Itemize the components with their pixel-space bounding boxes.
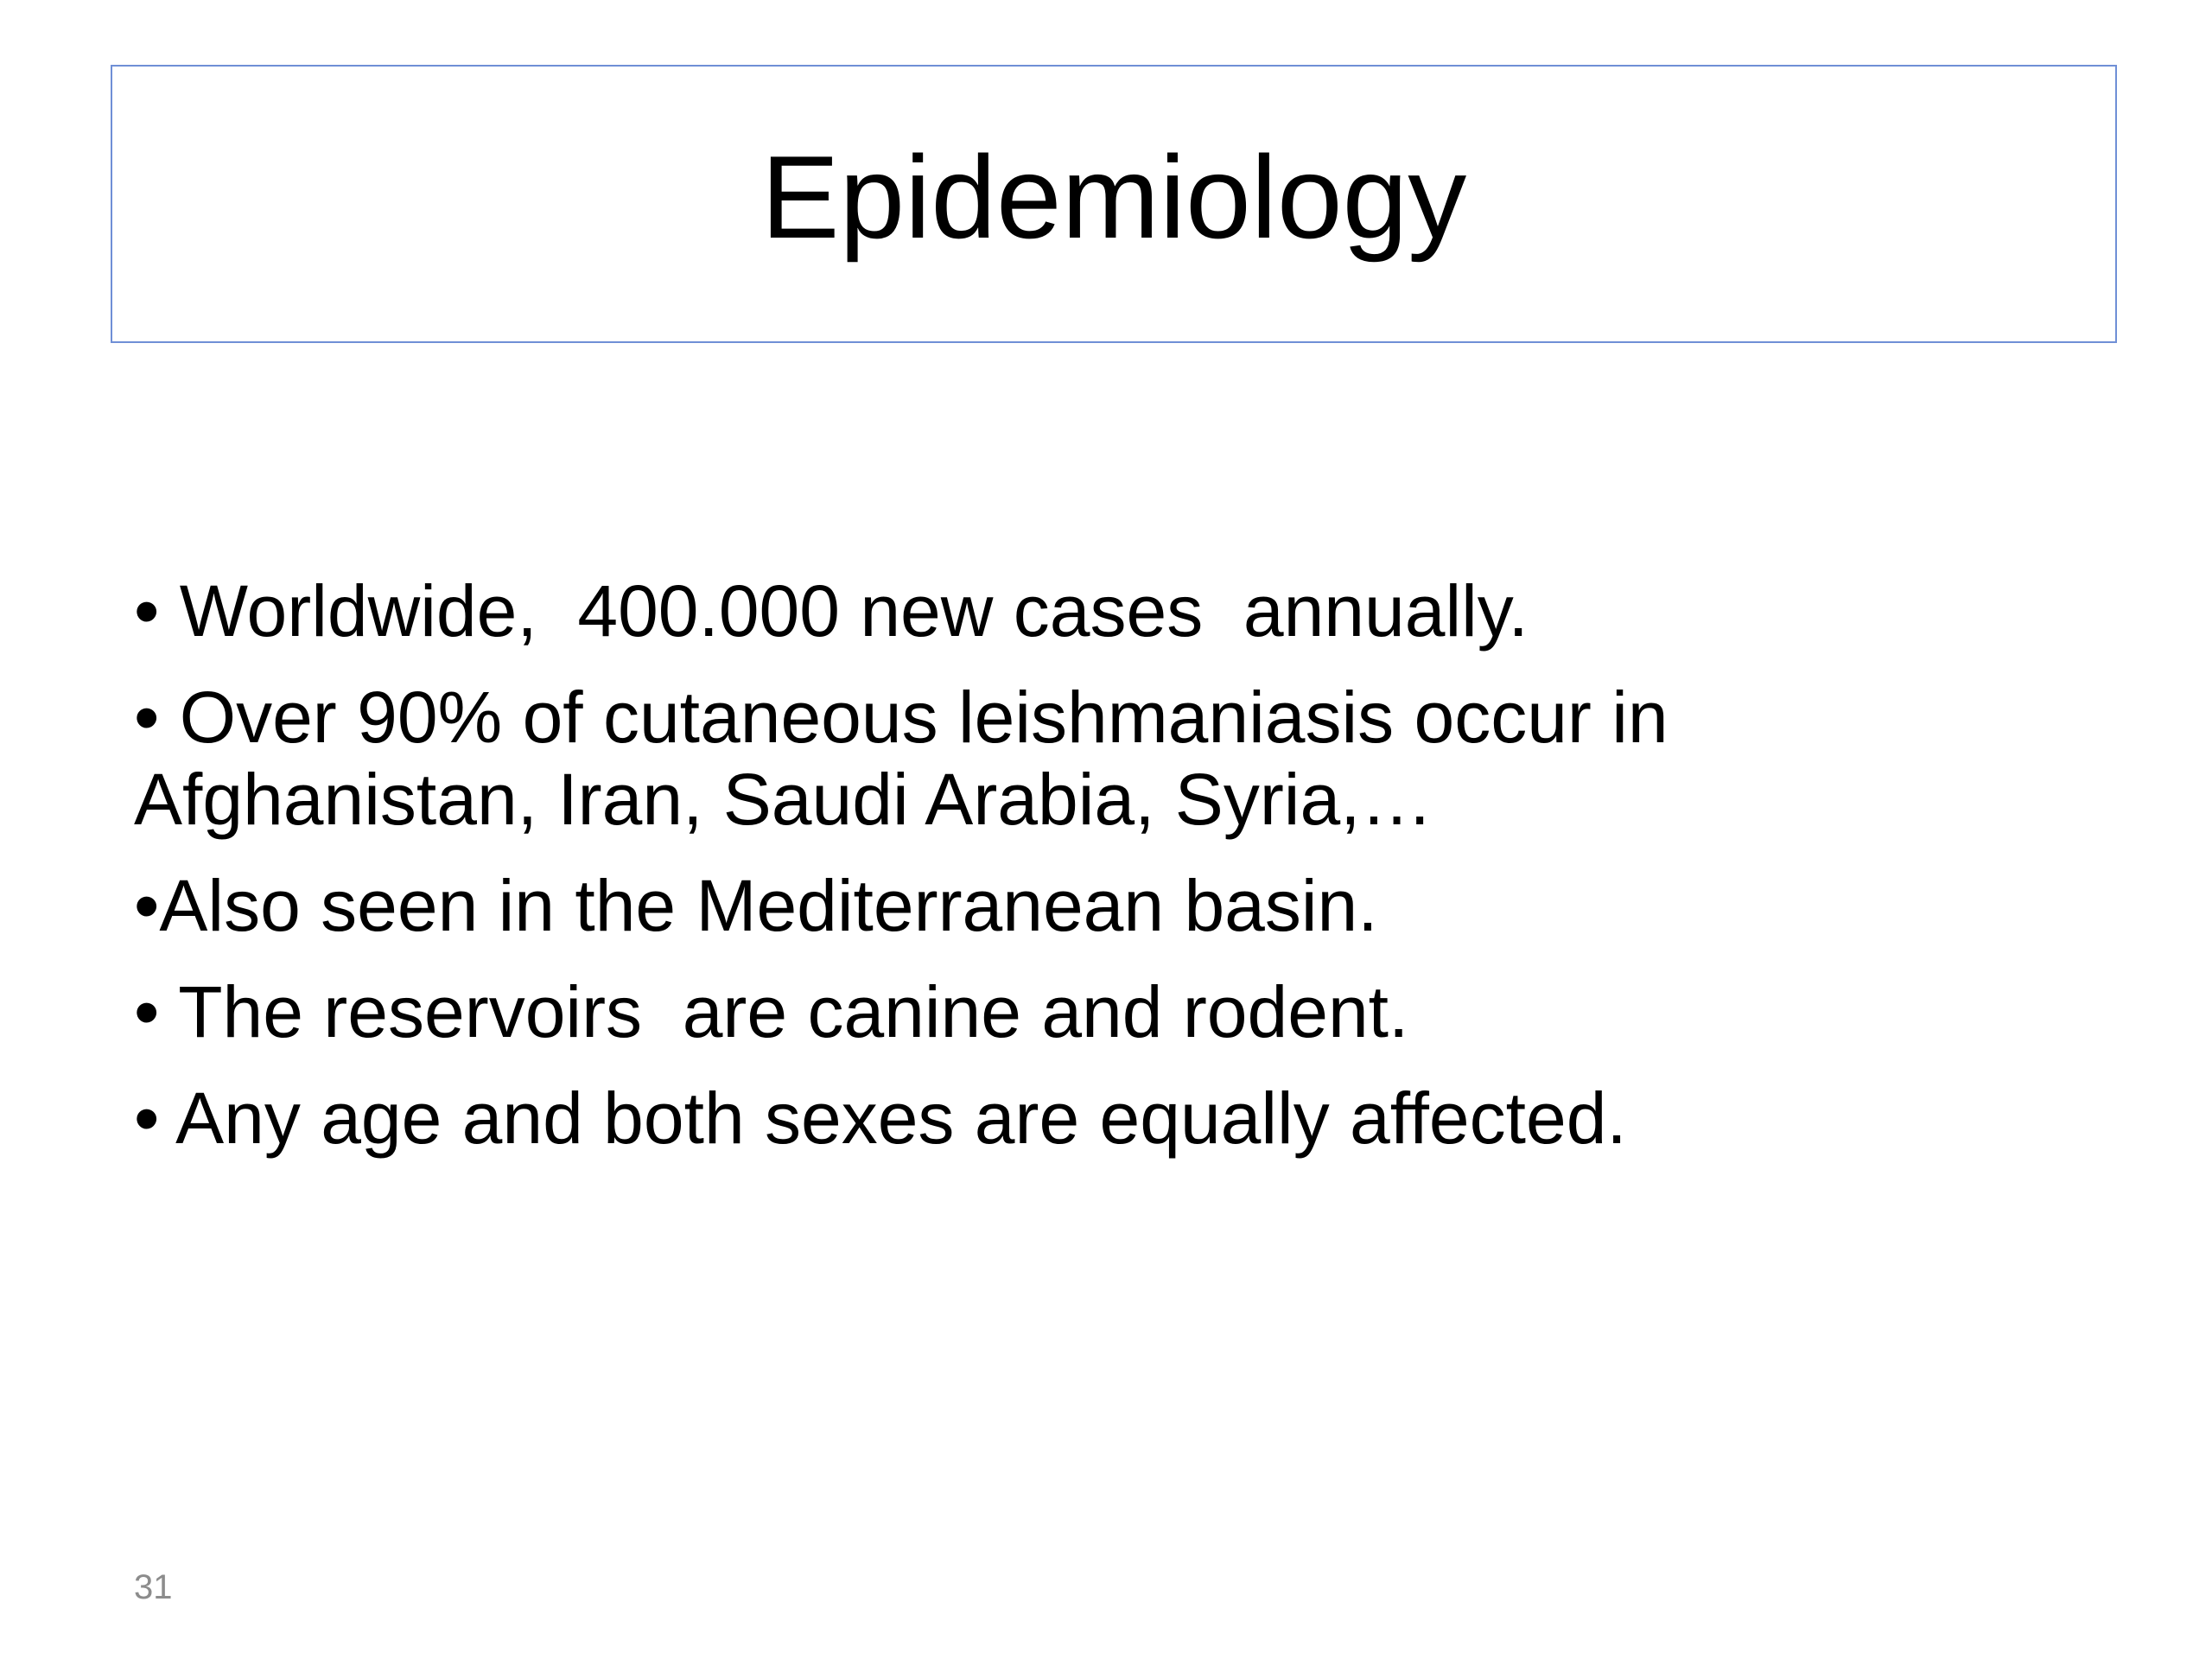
slide-title: Epidemiology bbox=[760, 131, 1467, 263]
slide-title-box bbox=[111, 65, 2117, 343]
bullet-item: • The reservoirs are canine and rodent. bbox=[134, 970, 1409, 1052]
bullet-item: •Also seen in the Mediterranean basin. bbox=[134, 864, 1378, 946]
bullet-item: • Over 90% of cutaneous leishmaniasis occur in Afghanistan, Iran, Saudi Arabia, Syria,… bbox=[134, 676, 1685, 840]
bullet-list bbox=[134, 570, 2121, 1183]
slide-page-number: 31 bbox=[134, 1568, 173, 1606]
bullet-item: • Worldwide, 400.000 new cases annually. bbox=[134, 570, 1529, 652]
bullet-item: • Any age and both sexes are equally affected. bbox=[134, 1077, 1627, 1159]
